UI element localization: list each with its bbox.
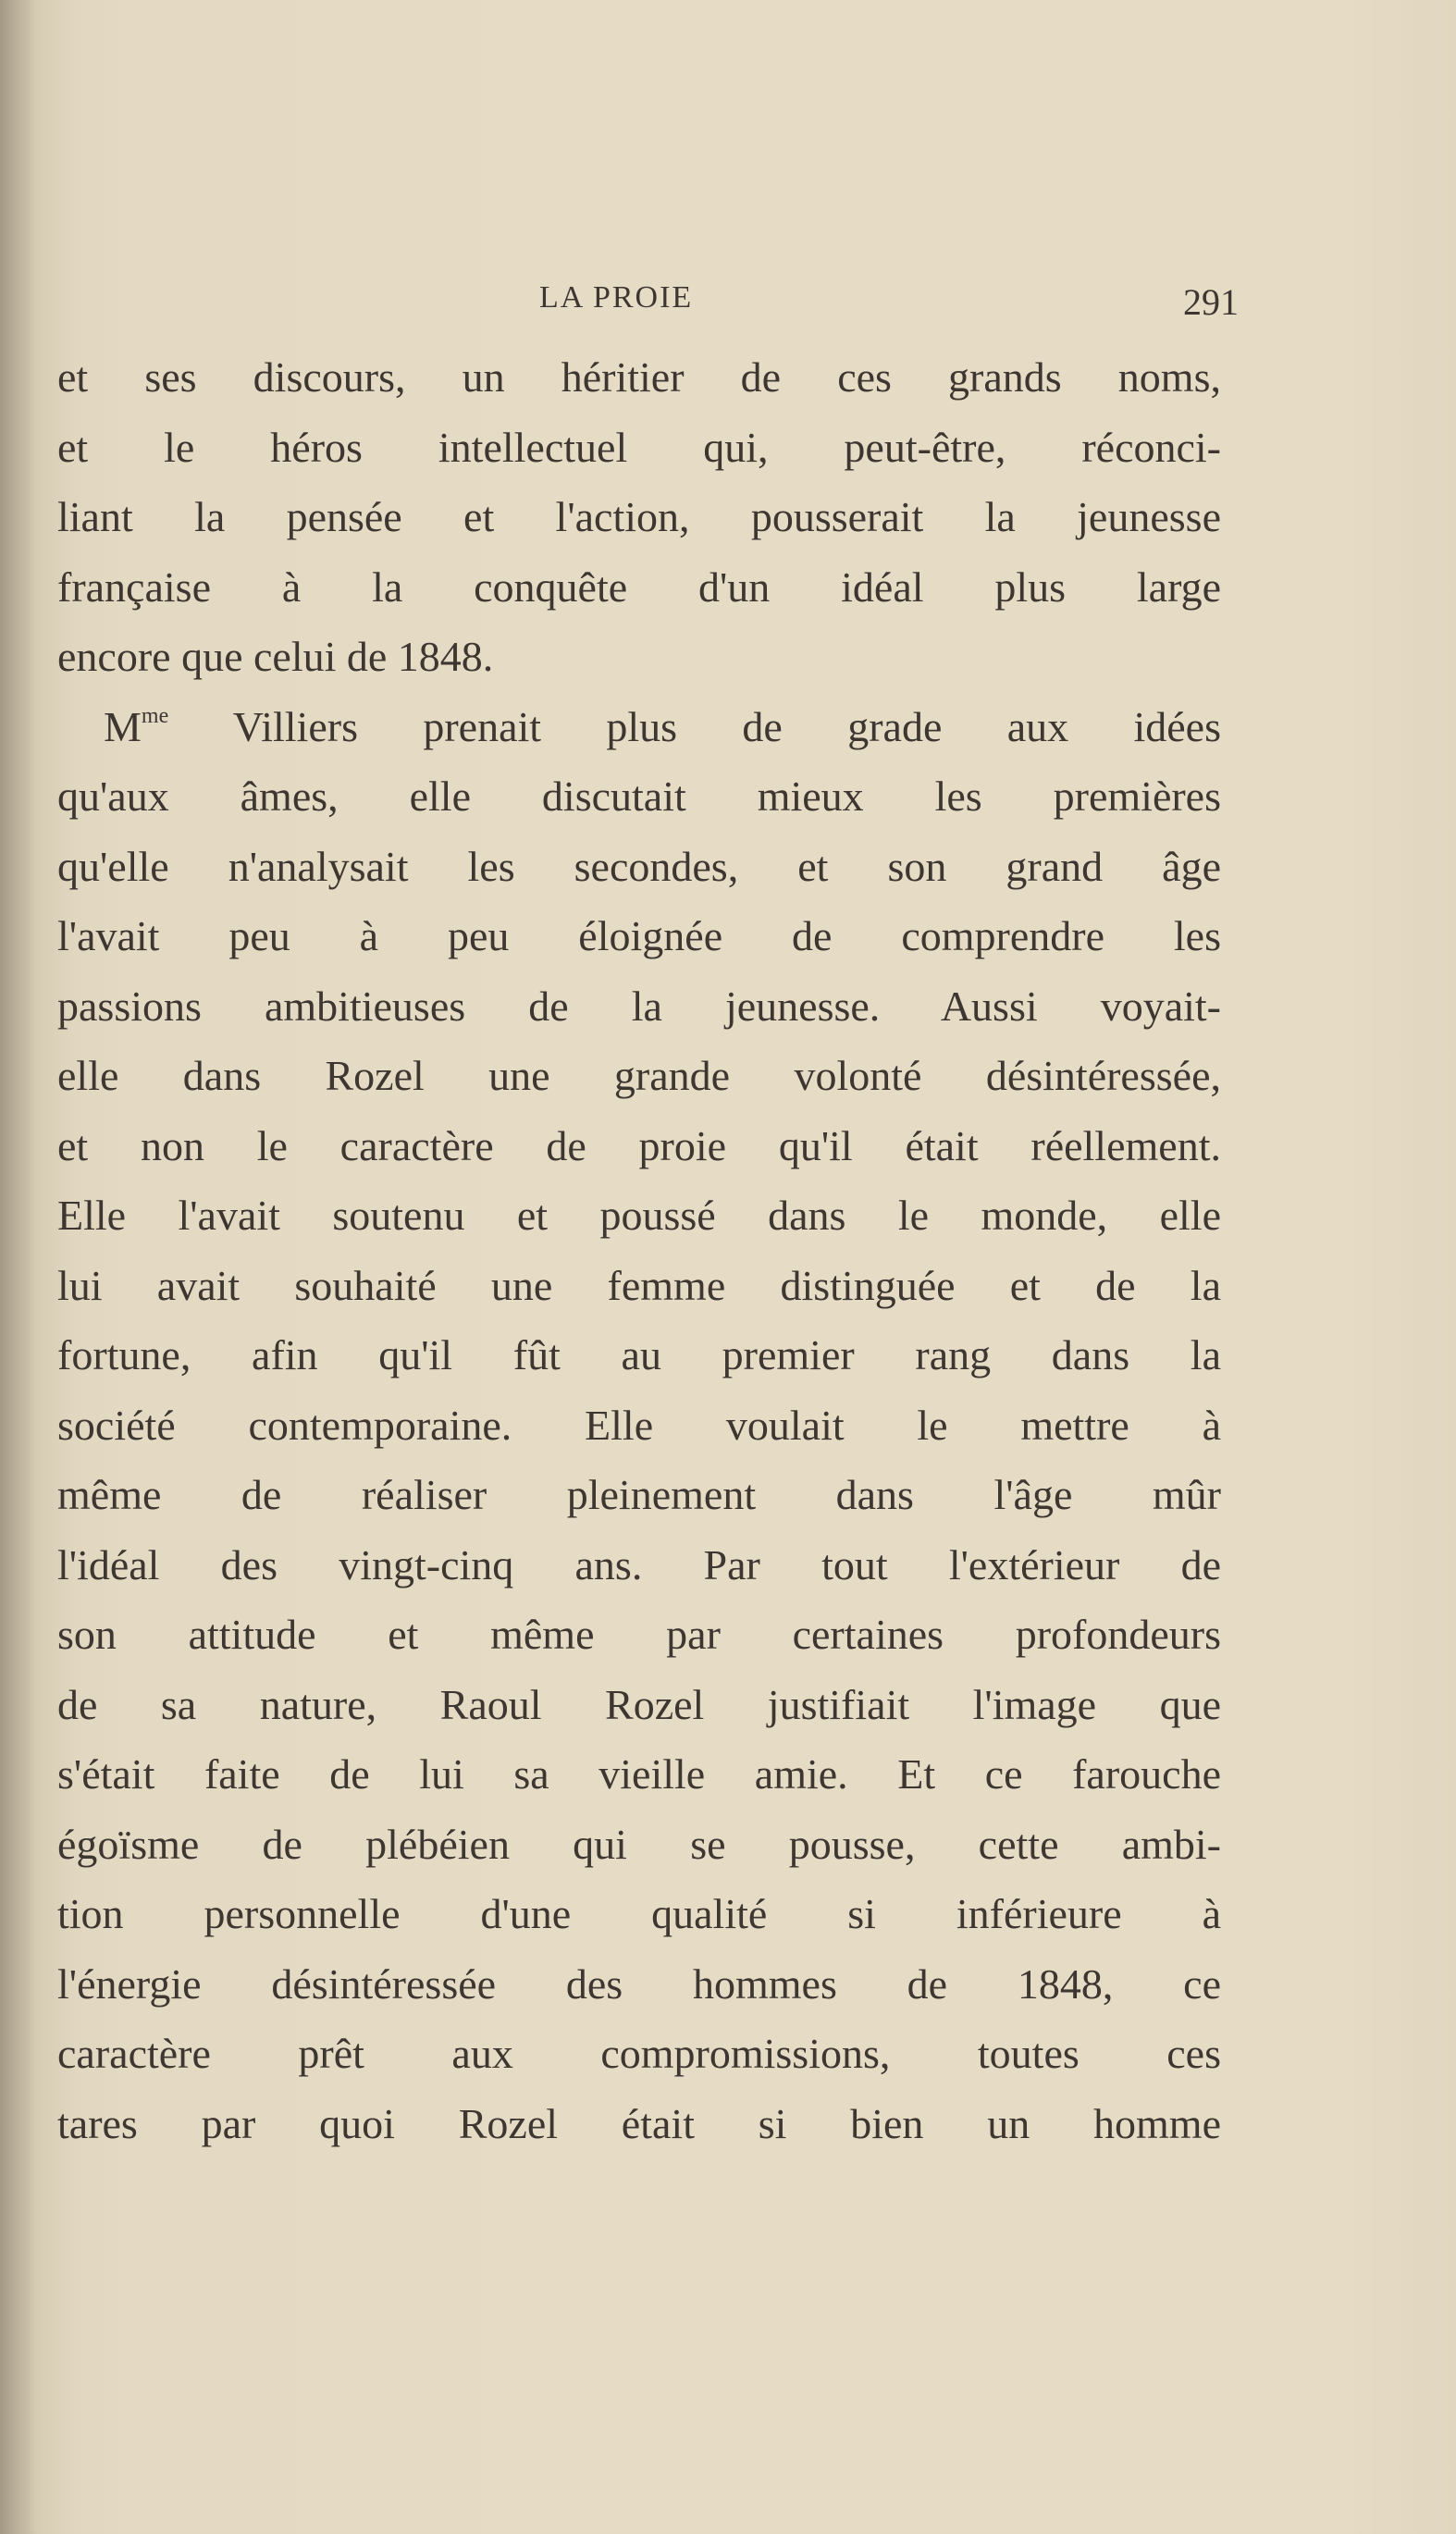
text-line: Elle l'avait soutenu et poussé dans le monde, elle xyxy=(57,1192,1221,1239)
text-line: elle dans Rozel une grande volonté désintéressée, xyxy=(57,1052,1221,1099)
text-line: caractère prêt aux compromissions, toutes ces xyxy=(57,2030,1221,2077)
text-line: et le héros intellectuel qui, peut-être, réconci- xyxy=(57,423,1221,471)
first-line-rest: Villiers prenait plus de grade aux idées xyxy=(168,702,1221,750)
text-line: de sa nature, Raoul Rozel justifiait l'image que xyxy=(57,1680,1221,1728)
text-line: fortune, afin qu'il fût au premier rang dans la xyxy=(57,1331,1221,1378)
text-line: et ses discours, un héritier de ces grands noms, xyxy=(57,353,1221,401)
text-line: et non le caractère de proie qu'il était réellement. xyxy=(57,1121,1221,1169)
text-line: même de réaliser pleinement dans l'âge mûr xyxy=(57,1471,1221,1518)
text-line: liant la pensée et l'action, pousserait la jeunesse xyxy=(57,493,1221,540)
text-line: qu'aux âmes, elle discutait mieux les premières xyxy=(57,773,1221,820)
page-number: 291 xyxy=(1183,281,1239,323)
text-line: tares par quoi Rozel était si bien un homme xyxy=(57,2099,1221,2147)
text-line: encore que celui de 1848. xyxy=(57,633,494,680)
running-head xyxy=(0,280,1456,323)
text-line: égoïsme de plébéien qui se pousse, cette ambi- xyxy=(57,1820,1221,1868)
text-line: s'était faite de lui sa vieille amie. Et ce farouche xyxy=(57,1750,1221,1798)
text-line: l'avait peu à peu éloignée de comprendre les xyxy=(57,912,1221,959)
body-text xyxy=(57,342,1221,2158)
text-line: qu'elle n'analysait les secondes, et son grand âge xyxy=(57,842,1221,890)
spine-shadow xyxy=(0,0,37,2534)
paragraph-2-first-line xyxy=(57,692,1221,762)
text-line: passions ambitieuses de la jeunesse. Aussi voyait- xyxy=(57,982,1221,1030)
text-line: lui avait souhaité une femme distinguée et de la xyxy=(57,1261,1221,1309)
text-line: société contemporaine. Elle voulait le mettre à xyxy=(57,1401,1221,1449)
honorific-superscript: me xyxy=(141,703,169,728)
text-line: l'énergie désintéressée des hommes de 1848, ce xyxy=(57,1959,1221,2008)
text-line: tion personnelle d'une qualité si inférieure à xyxy=(57,1890,1221,1937)
running-title: LA PROIE xyxy=(539,280,694,315)
text-line: son attitude et même par certaines profondeurs xyxy=(57,1611,1221,1658)
text-line: l'idéal des vingt-cinq ans. Par tout l'extérieur de xyxy=(57,1540,1221,1588)
text-line: française à la conquête d'un idéal plus large xyxy=(57,562,1221,611)
honorific: M xyxy=(104,702,142,750)
